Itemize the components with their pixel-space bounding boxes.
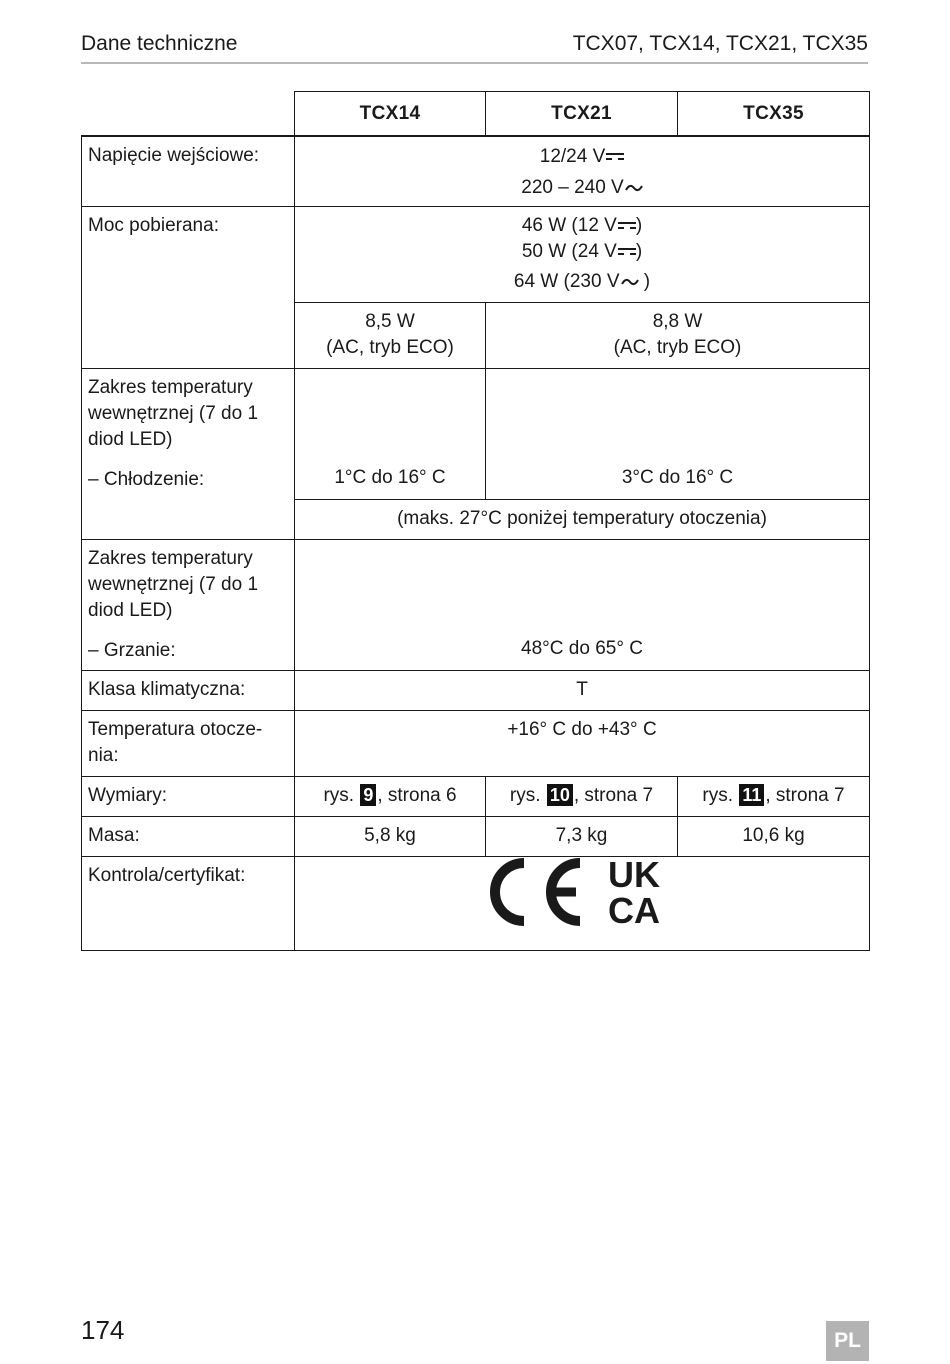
table-row-certification — [82, 856, 870, 950]
dimensions-tcx21 — [486, 776, 678, 816]
heating-range: 48°C do 65° C — [521, 637, 643, 659]
power-values — [295, 206, 870, 302]
table-row-mass — [82, 816, 870, 856]
certification-marks — [295, 856, 870, 950]
column-header-tcx14: TCX14 — [295, 92, 486, 137]
eco-value: 8,8 W — [652, 310, 703, 332]
input-voltage-value — [295, 136, 870, 206]
power-label: Moc pobierana: — [82, 206, 295, 368]
table-row-dimensions — [82, 776, 870, 816]
heating-label — [82, 539, 295, 670]
ac-symbol-icon — [625, 183, 643, 193]
fig-prefix: rys. — [323, 784, 355, 806]
power-24v: 50 W (24 V — [521, 240, 617, 262]
column-header-tcx21: TCX21 — [486, 92, 678, 137]
page-reference: , strona 6 — [377, 784, 457, 806]
certification-label: Kontrola/certyfikat: — [82, 856, 295, 950]
paren-close: ) — [635, 214, 643, 236]
figure-reference-badge: 11 — [739, 784, 764, 806]
page-reference: , strona 7 — [765, 784, 845, 806]
table-row-cooling — [82, 368, 870, 499]
label-line: wewnętrznej (7 do 1 — [88, 573, 259, 595]
dc-symbol-icon — [618, 246, 636, 256]
column-header-tcx35: TCX35 — [678, 92, 870, 137]
power-230v: 64 W (230 V — [513, 270, 620, 292]
mass-label: Masa: — [82, 816, 295, 856]
fig-prefix: rys. — [509, 784, 541, 806]
figure-reference-badge: 10 — [547, 784, 573, 806]
mass-tcx35: 10,6 kg — [678, 816, 870, 856]
ac-symbol-icon — [621, 277, 639, 287]
table-row-ambient — [82, 710, 870, 776]
figure-reference-badge: 9 — [360, 784, 376, 806]
label-line: Zakres temperatury — [88, 376, 253, 398]
mass-tcx21: 7,3 kg — [486, 816, 678, 856]
heating-sub-label: – Grzanie: — [88, 639, 176, 661]
label-line: diod LED) — [88, 428, 173, 450]
svg-text:UK: UK — [607, 856, 660, 895]
dimensions-tcx35 — [678, 776, 870, 816]
table-row-climate-class — [82, 670, 870, 710]
power-12v: 46 W (12 V — [521, 214, 617, 236]
page-reference: , strona 7 — [573, 784, 654, 806]
header-divider — [81, 62, 868, 64]
climate-class-value: T — [295, 670, 870, 710]
input-voltage-dc: 12/24 V — [539, 146, 606, 167]
section-title: Dane techniczne — [81, 32, 238, 55]
cooling-label — [82, 368, 295, 539]
climate-class-label: Klasa klimatyczna: — [82, 670, 295, 710]
ambient-value: +16° C do +43° C — [295, 710, 870, 776]
ambient-label — [82, 710, 295, 776]
eco-note: (AC, tryb ECO) — [326, 336, 454, 358]
ukca-mark-icon — [608, 857, 676, 927]
dc-symbol-icon — [618, 220, 636, 230]
paren-close: ) — [635, 240, 643, 262]
cooling-tcx14 — [295, 368, 486, 499]
mass-tcx14: 5,8 kg — [295, 816, 486, 856]
dimensions-label: Wymiary: — [82, 776, 295, 816]
cooling-note: (maks. 27°C poniżej temperatury otoczenia) — [295, 499, 870, 539]
table-header-row — [82, 92, 870, 137]
technical-data-table — [81, 91, 870, 951]
label-line: nia: — [88, 744, 119, 766]
input-voltage-ac: 220 – 240 V — [521, 177, 624, 198]
label-line: Temperatura otocze- — [88, 718, 263, 740]
table-row-input-voltage — [82, 136, 870, 206]
empty-corner-cell — [82, 92, 295, 137]
input-voltage-label: Napięcie wejściowe: — [82, 136, 295, 206]
cooling-tcx14-value: 1°C do 16° C — [334, 466, 446, 488]
cooling-other-value: 3°C do 16° C — [621, 466, 734, 488]
table-row-power — [82, 206, 870, 302]
power-eco-tcx14 — [295, 302, 486, 368]
label-line: diod LED) — [88, 599, 173, 621]
language-badge: PL — [826, 1321, 869, 1361]
cooling-sub-label: – Chłodzenie: — [88, 468, 205, 490]
paren-close: ) — [638, 270, 651, 292]
table-row-heating — [82, 539, 870, 670]
heating-value — [295, 539, 870, 670]
page-number: 174 — [81, 1315, 125, 1345]
dc-symbol-icon — [606, 151, 624, 161]
fig-prefix: rys. — [702, 784, 734, 806]
label-line: Zakres temperatury — [88, 547, 253, 569]
svg-text:CA: CA — [607, 889, 660, 927]
ce-mark-icon — [488, 857, 588, 927]
eco-value: 8,5 W — [365, 310, 415, 332]
eco-note: (AC, tryb ECO) — [613, 336, 742, 358]
label-line: wewnętrznej (7 do 1 — [88, 402, 259, 424]
dimensions-tcx14 — [295, 776, 486, 816]
cooling-tcx21-tcx35 — [486, 368, 870, 499]
model-list: TCX07, TCX14, TCX21, TCX35 — [572, 32, 868, 55]
power-eco-tcx21-tcx35 — [486, 302, 870, 368]
